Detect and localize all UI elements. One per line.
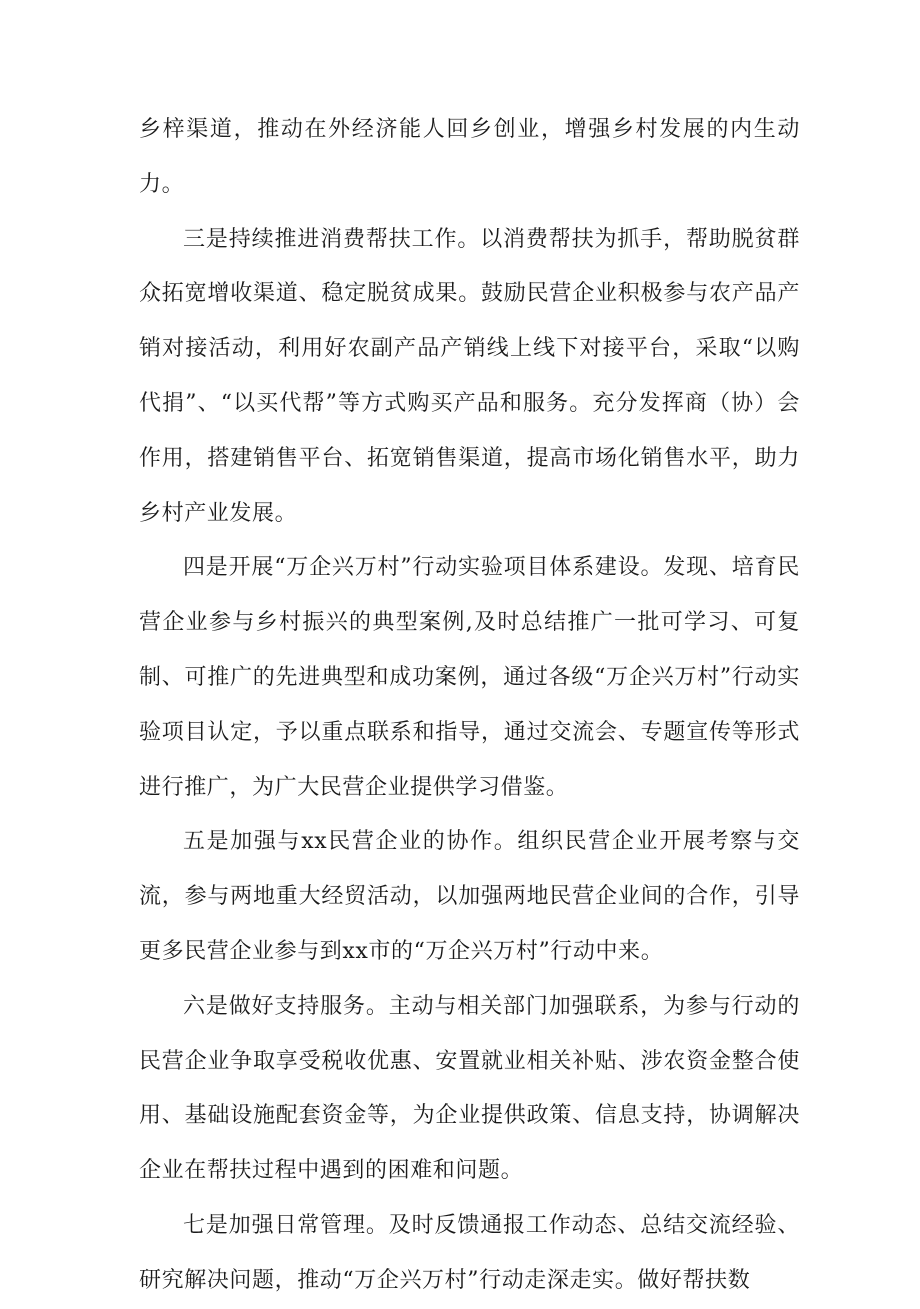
paragraph-pilot-projects: 四是开展“万企兴万村”行动实验项目体系建设。发现、培育民营企业参与乡村振兴的典型案例,及时总结推广一批可学习、可复制、可推广的先进典型和成功案例，通过各级“万企兴万村”行动实验项目认定，予以重点联系和指导，通过交流会、专题宣传等形式进行推广，为广大民营企业提供学习借鉴。 [139, 555, 800, 800]
document-body [139, 103, 800, 1309]
paragraph-consumption-support: 三是持续推进消费帮扶工作。以消费帮扶为抓手，帮助脱贫群众拓宽增收渠道、稳定脱贫成果。鼓励民营企业积极参与农产品产销对接活动，利用好农副产品产销线上线下对接平台，采取“以购代捐”、“以买代帮”等方式购买产品和服务。充分发挥商（协）会作用，搭建销售平台、拓宽销售渠道，提高市场化销售水平，助力乡村产业发展。 [139, 226, 800, 526]
paragraph-support-services: 六是做好支持服务。主动与相关部门加强联系，为参与行动的民营企业争取享受税收优惠、安置就业相关补贴、涉农资金整合使用、基础设施配套资金等，为企业提供政策、信息支持，协调解决企业在帮扶过程中遇到的困难和问题。 [139, 993, 800, 1184]
paragraph-cooperation: 五是加强与xx民营企业的协作。组织民营企业开展考察与交流，参与两地重大经贸活动，以加强两地民营企业间的合作，引导更多民营企业参与到xx市的“万企兴万村”行动中来。 [139, 829, 800, 964]
paragraph-continuation: 乡梓渠道，推动在外经济能人回乡创业，增强乡村发展的内生动力。 [139, 117, 800, 197]
paragraph-daily-management: 七是加强日常管理。及时反馈通报工作动态、总结交流经验、研究解决问题，推动“万企兴万村”行动走深走实。做好帮扶数 [139, 1212, 800, 1293]
